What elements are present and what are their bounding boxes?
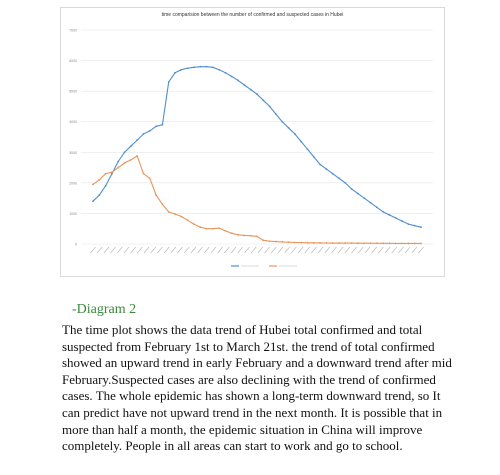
data-point-2 — [155, 194, 157, 196]
data-point-2 — [294, 242, 296, 244]
x-tick-mark — [124, 247, 129, 253]
x-tick-mark — [325, 247, 330, 253]
x-tick-mark — [392, 247, 397, 253]
data-point-2 — [199, 226, 201, 228]
data-point-1 — [161, 124, 163, 126]
data-point-2 — [174, 213, 176, 215]
x-tick-mark — [278, 247, 283, 253]
data-point-1 — [262, 99, 264, 101]
x-tick-mark — [97, 247, 102, 253]
data-point-1 — [225, 72, 227, 74]
data-point-2 — [212, 228, 214, 230]
x-tick-mark — [238, 247, 243, 253]
data-point-2 — [111, 171, 113, 173]
x-tick-mark — [285, 247, 290, 253]
data-point-2 — [243, 235, 245, 237]
y-tick-label: 7000 — [69, 28, 77, 33]
x-tick-mark — [218, 247, 223, 253]
data-point-1 — [395, 217, 397, 219]
data-point-1 — [231, 76, 233, 78]
data-point-1 — [193, 66, 195, 68]
y-tick-label: 2000 — [69, 181, 77, 186]
data-point-1 — [269, 106, 271, 108]
data-point-1 — [288, 127, 290, 129]
data-point-1 — [389, 214, 391, 216]
data-point-1 — [294, 133, 296, 135]
x-tick-mark — [157, 247, 162, 253]
data-point-1 — [174, 72, 176, 74]
data-point-1 — [307, 148, 309, 150]
data-point-2 — [300, 242, 302, 244]
data-point-1 — [420, 226, 422, 228]
data-point-1 — [168, 81, 170, 83]
x-tick-mark — [419, 247, 424, 253]
x-tick-mark — [178, 247, 183, 253]
data-point-1 — [325, 168, 327, 170]
data-point-2 — [370, 242, 372, 244]
series-line-1 — [93, 67, 421, 228]
data-point-1 — [281, 121, 283, 123]
x-tick-mark — [131, 247, 136, 253]
data-point-1 — [357, 193, 359, 195]
x-tick-mark — [198, 247, 203, 253]
data-point-1 — [351, 188, 353, 190]
data-point-2 — [231, 232, 233, 234]
data-point-2 — [256, 235, 258, 237]
data-point-2 — [92, 183, 94, 185]
x-tick-mark — [151, 247, 156, 253]
data-point-1 — [401, 220, 403, 222]
x-tick-mark — [184, 247, 189, 253]
data-point-2 — [332, 242, 334, 244]
x-tick-mark — [345, 247, 350, 253]
data-point-2 — [206, 228, 208, 230]
data-point-1 — [143, 133, 145, 135]
x-tick-mark — [231, 247, 236, 253]
y-tick-label: 3000 — [69, 150, 77, 155]
data-point-2 — [313, 242, 315, 244]
x-tick-mark — [204, 247, 209, 253]
x-tick-mark — [258, 247, 263, 253]
data-point-1 — [370, 202, 372, 204]
x-tick-mark — [244, 247, 249, 253]
data-point-2 — [319, 242, 321, 244]
data-point-1 — [338, 177, 340, 179]
data-point-1 — [218, 69, 220, 71]
data-point-2 — [149, 177, 151, 179]
data-point-2 — [357, 242, 359, 244]
data-point-2 — [382, 242, 384, 244]
data-point-1 — [256, 93, 258, 95]
data-point-1 — [187, 67, 189, 69]
data-point-1 — [344, 182, 346, 184]
data-point-2 — [288, 241, 290, 243]
data-point-1 — [363, 197, 365, 199]
data-point-2 — [420, 243, 422, 245]
data-point-2 — [269, 240, 271, 242]
x-tick-mark — [385, 247, 390, 253]
y-tick-label: 4000 — [69, 120, 77, 125]
data-point-1 — [212, 66, 214, 68]
chart-title: time comparision between the number of confirmed and suspected cases in Hubei — [161, 12, 344, 18]
data-point-2 — [225, 230, 227, 232]
x-tick-mark — [305, 247, 310, 253]
chart-frame — [60, 7, 445, 277]
x-tick-mark — [224, 247, 229, 253]
data-point-2 — [351, 242, 353, 244]
x-tick-mark — [378, 247, 383, 253]
x-tick-mark — [191, 247, 196, 253]
data-point-2 — [275, 241, 277, 243]
x-tick-mark — [352, 247, 357, 253]
x-tick-mark — [358, 247, 363, 253]
data-point-1 — [243, 84, 245, 86]
data-point-2 — [325, 242, 327, 244]
data-point-1 — [376, 206, 378, 208]
data-point-1 — [105, 185, 107, 187]
data-point-2 — [130, 159, 132, 161]
y-tick-label: 1000 — [69, 211, 77, 216]
data-point-2 — [307, 242, 309, 244]
data-point-2 — [187, 219, 189, 221]
x-tick-mark — [251, 247, 256, 253]
x-tick-mark — [412, 247, 417, 253]
x-tick-mark — [265, 247, 270, 253]
figure-caption: -Diagram 2 — [72, 302, 137, 317]
data-point-2 — [180, 216, 182, 218]
x-tick-mark — [171, 247, 176, 253]
data-point-1 — [136, 139, 138, 141]
x-tick-mark — [338, 247, 343, 253]
data-point-2 — [401, 242, 403, 244]
data-point-2 — [124, 162, 126, 164]
x-tick-mark — [271, 247, 276, 253]
data-point-1 — [98, 194, 100, 196]
data-point-1 — [149, 130, 151, 132]
series-line-2 — [93, 156, 421, 243]
y-tick-label: 5000 — [69, 89, 77, 94]
data-point-2 — [105, 173, 107, 175]
data-point-2 — [414, 243, 416, 245]
data-point-2 — [338, 242, 340, 244]
x-tick-mark — [311, 247, 316, 253]
x-tick-mark — [104, 247, 109, 253]
data-point-2 — [262, 239, 264, 241]
data-point-1 — [275, 113, 277, 115]
x-tick-mark — [117, 247, 122, 253]
x-tick-mark — [91, 247, 96, 253]
x-tick-mark — [298, 247, 303, 253]
data-point-1 — [313, 156, 315, 158]
data-point-1 — [92, 200, 94, 202]
data-point-1 — [180, 69, 182, 71]
data-point-1 — [124, 151, 126, 153]
x-tick-mark — [144, 247, 149, 253]
data-point-1 — [199, 66, 201, 68]
x-tick-mark — [372, 247, 377, 253]
data-point-2 — [168, 211, 170, 213]
x-tick-mark — [365, 247, 370, 253]
data-point-1 — [130, 145, 132, 147]
data-point-1 — [332, 173, 334, 175]
data-point-2 — [98, 179, 100, 181]
x-tick-mark — [164, 247, 169, 253]
x-tick-mark — [318, 247, 323, 253]
data-point-1 — [237, 80, 239, 82]
data-point-2 — [117, 167, 119, 169]
x-tick-mark — [291, 247, 296, 253]
data-point-2 — [143, 173, 145, 175]
body-paragraph: The time plot shows the data trend of Hubei total confirmed and total suspected from February 1st to March 21st. the trend of total confirmed showed an upward trend in early February and a downward trend after mid February.Suspected cases are also declining with the trend of confirmed cases. The whole epidemic has shown a long-term downward trend, so It can predict have not upward trend in the next month. It is possible that in more than half a month, the epidemic situation in China will improve completely. People in all areas can start to work and go to school. — [62, 322, 452, 454]
data-point-2 — [250, 235, 252, 237]
data-point-2 — [161, 203, 163, 205]
data-point-2 — [237, 234, 239, 236]
data-point-1 — [414, 225, 416, 227]
data-point-2 — [193, 223, 195, 225]
data-point-1 — [382, 211, 384, 213]
data-point-2 — [344, 242, 346, 244]
x-tick-mark — [331, 247, 336, 253]
y-tick-label: 0 — [75, 242, 77, 247]
data-point-1 — [300, 141, 302, 143]
x-tick-mark — [398, 247, 403, 253]
line-chart — [61, 8, 444, 276]
x-tick-mark — [137, 247, 142, 253]
data-point-1 — [117, 161, 119, 163]
data-point-2 — [395, 242, 397, 244]
data-point-1 — [319, 164, 321, 166]
data-point-2 — [376, 242, 378, 244]
data-point-1 — [250, 89, 252, 91]
y-tick-label: 6000 — [69, 59, 77, 64]
data-point-2 — [363, 242, 365, 244]
x-tick-mark — [111, 247, 116, 253]
data-point-1 — [206, 66, 208, 68]
data-point-1 — [155, 125, 157, 127]
x-tick-mark — [405, 247, 410, 253]
data-point-2 — [281, 241, 283, 243]
data-point-2 — [389, 242, 391, 244]
data-point-2 — [136, 155, 138, 157]
data-point-2 — [407, 243, 409, 245]
data-point-2 — [218, 227, 220, 229]
data-point-1 — [407, 223, 409, 225]
x-tick-mark — [211, 247, 216, 253]
